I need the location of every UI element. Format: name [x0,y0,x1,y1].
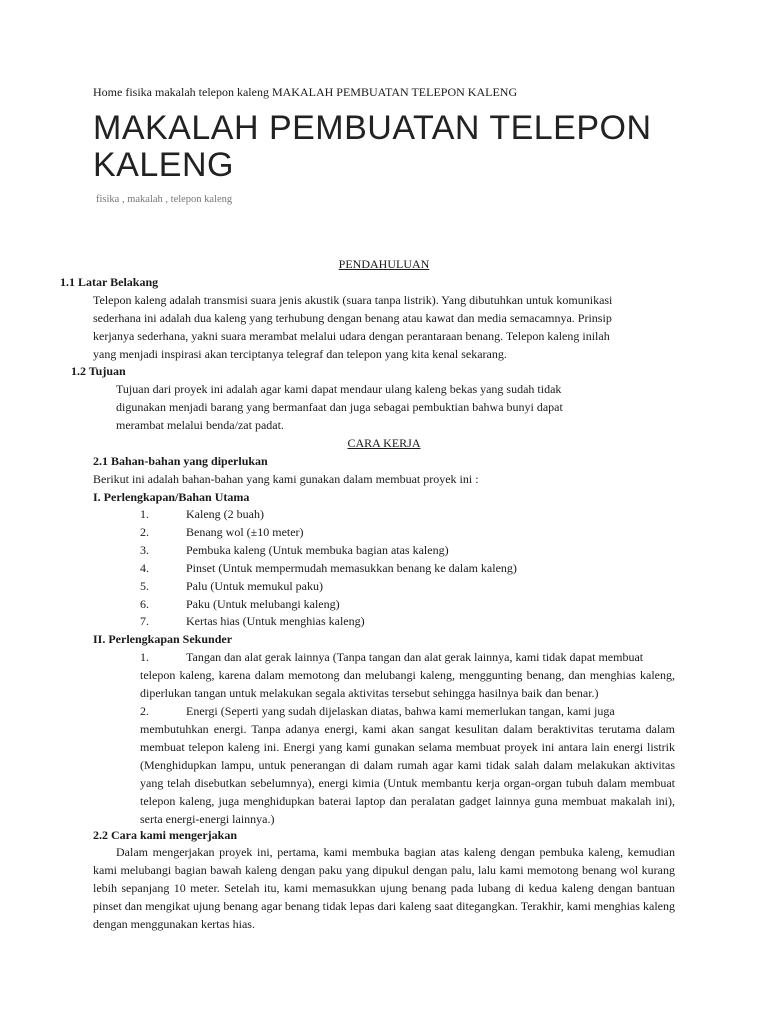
list-heading-secondary: II. Perlengkapan Sekunder [93,632,233,646]
list-item: Pinset (Untuk mempermudah memasukkan benang ke dalam kaleng) [186,561,517,575]
paragraph-line: yang menjadi inspirasi akan terciptanya telegraf dan telepon yang kita kenal sekarang. [93,347,507,361]
list-heading-primary: I. Perlengkapan/Bahan Utama [93,490,250,504]
list-item-number: 6. [140,597,149,611]
breadcrumb-makalah-link[interactable]: makalah [155,85,196,99]
list-item-continuation: telepon kaleng, karena dalam memotong dan melubangi kaleng, menggunting benang, dan menghias kaleng, diperlukan tangan untuk melakukan segala aktivitas tersebut sehingga hasilnya baik dan benar.) [140,668,675,700]
breadcrumb-telepon-kaleng-link[interactable]: telepon kaleng [198,85,269,99]
subsection-heading-cara-mengerjakan: 2.2 Cara kami mengerjakan [93,828,237,842]
section-heading-cara-kerja: CARA KERJA [347,436,421,450]
section-heading-pendahuluan: PENDAHULUAN [338,257,430,271]
list-item-number: 7. [140,614,149,628]
page-title [93,110,733,184]
paragraph-line: digunakan menjadi barang yang bermanfaat dan juga sebagai pembuktian bahwa bunyi dapat [116,400,563,414]
paragraph-line: Berikut ini adalah bahan-bahan yang kami gunakan dalam membuat proyek ini : [93,472,479,486]
page-title-line-1: MAKALAH PEMBUATAN TELEPON [93,109,652,147]
tag-link[interactable]: fisika [96,194,120,205]
post-tags: fisika , makalah , telepon kaleng [96,194,233,205]
list-item: Kertas hias (Untuk menghias kaleng) [186,614,365,628]
list-item: Benang wol (±10 meter) [186,525,304,539]
paragraph-line: sederhana ini adalah dua kaleng yang terhubung dengan benang atau kawat dan media semacamnya. Prinsip [93,311,612,325]
paragraph: Dalam mengerjakan proyek ini, pertama, kami membuka bagian atas kaleng dengan pembuka kaleng, kemudian kami melubangi bagian bawah kaleng dengan paku yang dipukul dengan palu, lalu kami memotong benang wol kurang lebih sepanjang 10 meter. Setelah itu, kami memasukkan ujung benang pada lubang di kedua kaleng dengan bantuan pinset dan mengikat ujung benang agar benang tidak lepas dari kaleng saat ditegangkan. Terakhir, kami menghias kaleng dengan menggunakan kertas hias. [93,845,675,931]
paragraph-line: kerjanya sederhana, yakni suara merambat melalui udara dengan perantaraan benang. Telepon kaleng inilah [93,329,610,343]
list-item-number: 4. [140,561,149,575]
list-item: Paku (Untuk melubangi kaleng) [186,597,340,611]
list-item-number: 5. [140,579,149,593]
list-item-number: 1. [140,650,149,664]
list-item-number: 2. [140,704,149,718]
breadcrumb-fisika-link[interactable]: fisika [125,85,152,99]
list-item: Palu (Untuk memukul paku) [186,579,323,593]
breadcrumb-home-link[interactable]: Home [93,85,123,99]
paragraph-line: Telepon kaleng adalah transmisi suara jenis akustik (suara tanpa listrik). Yang dibutuhkan untuk komunikasi [93,293,613,307]
list-item-number: 3. [140,543,149,557]
subsection-heading-bahan: 2.1 Bahan-bahan yang diperlukan [93,454,268,468]
list-item-first-line: Energi (Seperti yang sudah dijelaskan diatas, bahwa kami memerlukan tangan, kami juga [186,704,615,718]
subsection-heading-tujuan: 1.2 Tujuan [71,364,126,378]
paragraph-line: merambat melalui benda/zat padat. [116,418,284,432]
list-item-number: 1. [140,507,149,521]
list-item-continuation: membutuhkan energi. Tanpa adanya energi, kami akan sangat kesulitan dalam beraktivitas terutama dalam membuat telepon kaleng ini. Energi yang kami gunakan selama membuat proyek ini antara lain energi listrik (Menghidupkan lampu, untuk penerangan di dalam rumah agar kami tidak salah dalam melakukan aktivitas yang telah disebutkan sebelumnya), energi kimia (Untuk membantu kerja organ-organ tubuh dalam membuat telepon kaleng, juga menghidupkan baterai laptop dan peralatan gadget lainnya guna membuat makalah ini), serta energi-energi lainnya.) [140,722,675,826]
list-item: Kaleng (2 buah) [186,507,264,521]
list-item-first-line: Tangan dan alat gerak lainnya (Tanpa tangan dan alat gerak lainnya, kami tidak dapat membuat [186,650,644,664]
page-title-line-2: KALENG [93,146,234,184]
tag-link[interactable]: makalah [127,194,163,205]
tag-link[interactable]: telepon kaleng [170,194,233,205]
paragraph-line: Tujuan dari proyek ini adalah agar kami dapat mendaur ulang kaleng bekas yang sudah tidak [116,382,562,396]
subsection-heading-latar-belakang: 1.1 Latar Belakang [60,275,159,289]
breadcrumb-current: MAKALAH PEMBUATAN TELEPON KALENG [271,85,518,99]
breadcrumb [93,85,517,99]
list-item-number: 2. [140,525,149,539]
list-item: Pembuka kaleng (Untuk membuka bagian atas kaleng) [186,543,449,557]
